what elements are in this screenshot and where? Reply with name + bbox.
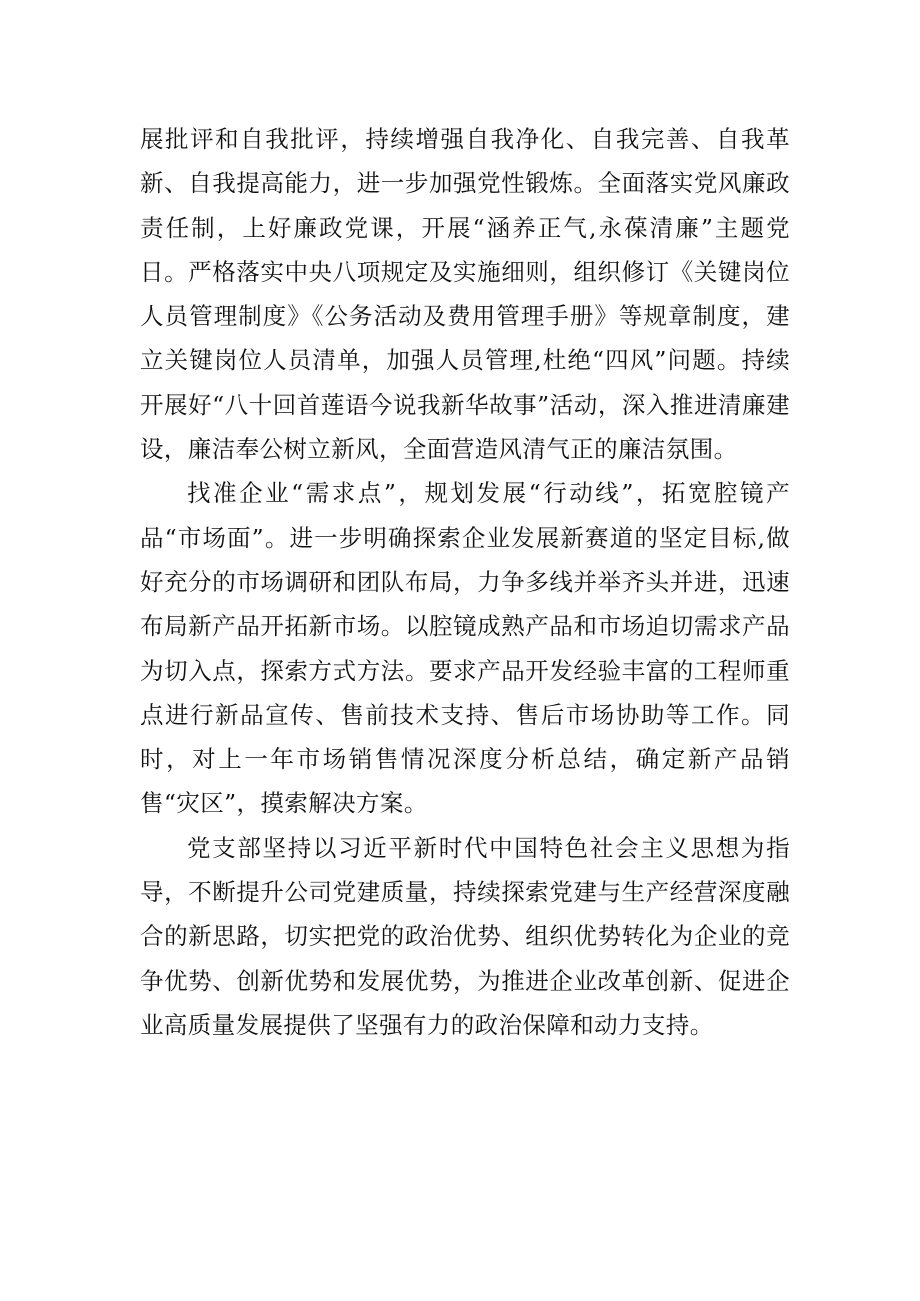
paragraph-market-expansion: 找准企业“需求点”，规划发展“行动线”，拓宽腔镜产品“市场面”。进一步明确探索企业发展新赛道的坚定目标,做好充分的市场调研和团队布局，力争多线并举齐头并进，迅速布局新产品开拓新市场。以腔镜成熟产品和市场迫切需求产品为切入点，探索方式方法。要求产品开发经验丰富的工程师重点进行新品宣传、售前技术支持、售后市场协助等工作。同时，对上一年市场销售情况深度分析总结，确定新产品销售“灾区”，摸索解决方案。 bbox=[140, 479, 790, 818]
paragraph-party-conduct: 展批评和自我批评，持续增强自我净化、自我完善、自我革新、自我提高能力，进一步加强党性锻炼。全面落实党风廉政责任制，上好廉政党课，开展“涵养正气,永葆清廉”主题党日。严格落实中央八项规定及实施细则，组织修订《关键岗位人员管理制度》《公务活动及费用管理手册》等规章制度，建立关键岗位人员清单，加强人员管理,杜绝“四风”问题。持续开展好“八十回首莲语今说我新华故事”活动，深入推进清廉建设，廉洁奉公树立新风，全面营造风清气正的廉洁氛围。 bbox=[140, 125, 790, 464]
paragraph-conclusion: 党支部坚持以习近平新时代中国特色社会主义思想为指导，不断提升公司党建质量，持续探索党建与生产经营深度融合的新思路，切实把党的政治优势、组织优势转化为企业的竞争优势、创新优势和发展优势，为推进企业改革创新、促进企业高质量发展提供了坚强有力的政治保障和动力支持。 bbox=[140, 833, 790, 1039]
document-body bbox=[140, 117, 790, 1047]
